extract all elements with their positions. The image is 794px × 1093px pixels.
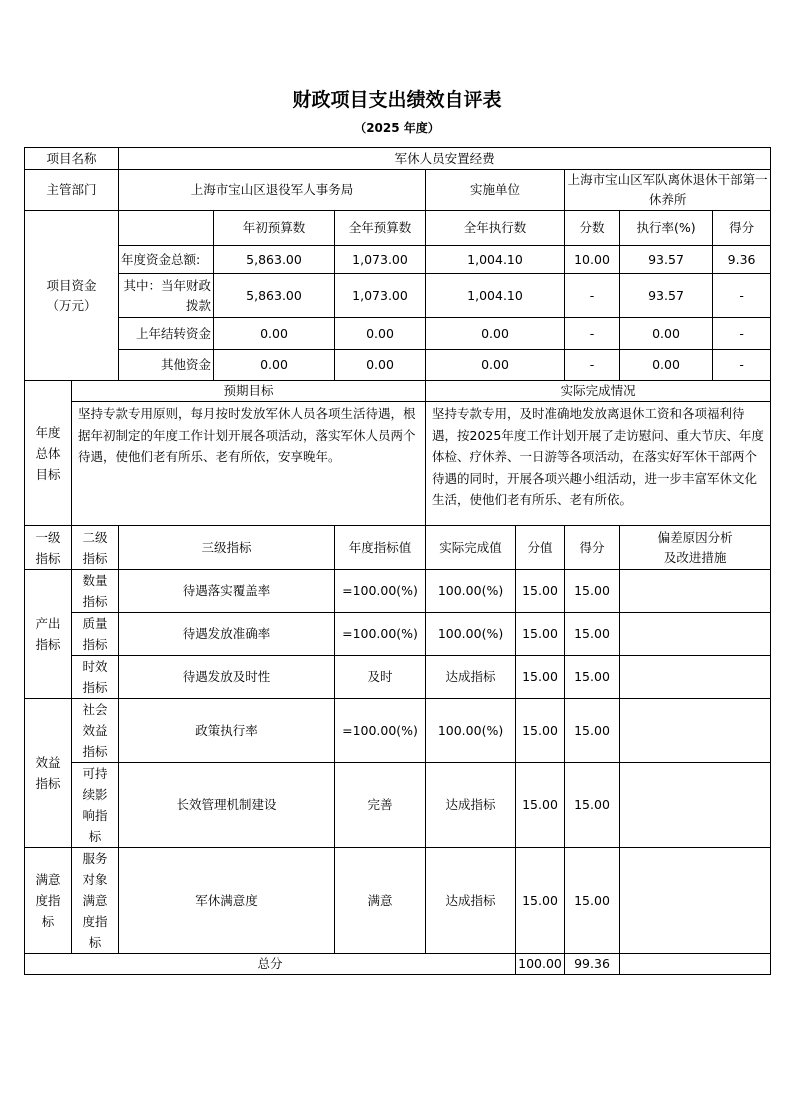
funds-row-label: 其他资金	[119, 350, 214, 381]
dept-value: 上海市宝山区退役军人事务局	[119, 170, 426, 211]
funds-row-label: 其中：当年财政拨款	[119, 274, 214, 318]
target-cell: =100.00(%)	[335, 570, 426, 613]
funds-row	[25, 274, 771, 318]
actual-cell: 100.00(%)	[426, 699, 516, 763]
level2-cell: 社会 效益 指标	[72, 699, 119, 763]
funds-cell: 0.00	[335, 350, 426, 381]
total-weight: 100.00	[516, 954, 565, 975]
funds-label: 项目资金 （万元）	[25, 211, 119, 381]
deviation-header: 偏差原因分析 及改进措施	[620, 526, 771, 570]
actual-goal-text: 坚持专款专用，及时准确地发放离退休工资和各项福利待遇，按2025年度工作计划开展了走访慰问、重大节庆、年度体检、疗休养、一日游等各项活动，在落实好军休干部两个待遇的同时，开展各项兴趣小组活动，进一步丰富军休文化生活，使他们老有所乐、老有所依。	[426, 402, 771, 526]
level3-cell: 待遇发放及时性	[119, 656, 335, 699]
score-cell: 15.00	[565, 763, 620, 848]
target-cell: =100.00(%)	[335, 699, 426, 763]
weight-cell: 15.00	[516, 613, 565, 656]
indicator-row	[25, 570, 771, 613]
actual-goal-header: 实际完成情况	[426, 381, 771, 402]
level3-cell: 长效管理机制建设	[119, 763, 335, 848]
level2-header: 二级 指标	[72, 526, 119, 570]
unit-label: 实施单位	[426, 170, 565, 211]
funds-header: 年初预算数	[214, 211, 335, 246]
funds-cell: 10.00	[565, 246, 620, 274]
funds-header: 全年预算数	[335, 211, 426, 246]
deviation-cell	[620, 848, 771, 954]
weight-cell: 15.00	[516, 656, 565, 699]
target-header: 年度指标值	[335, 526, 426, 570]
deviation-cell	[620, 570, 771, 613]
indicator-row	[25, 848, 771, 954]
score-cell: 15.00	[565, 570, 620, 613]
goals-text-row	[25, 402, 771, 526]
level3-header: 三级指标	[119, 526, 335, 570]
level2-cell: 数量 指标	[72, 570, 119, 613]
funds-row	[25, 350, 771, 381]
actual-header: 实际完成值	[426, 526, 516, 570]
funds-row-label: 上年结转资金	[119, 318, 214, 350]
deviation-cell	[620, 699, 771, 763]
actual-cell: 达成指标	[426, 848, 516, 954]
level2-cell: 可持 续影 响指 标	[72, 763, 119, 848]
level2-cell: 质量 指标	[72, 613, 119, 656]
indicator-header-row	[25, 526, 771, 570]
level2-cell: 服务 对象 满意 度指 标	[72, 848, 119, 954]
project-name-row	[25, 148, 771, 170]
funds-cell: 0.00	[426, 318, 565, 350]
weight-header: 分值	[516, 526, 565, 570]
funds-cell: -	[713, 274, 771, 318]
expected-goal-text: 坚持专款专用原则，每月按时发放军休人员各项生活待遇，根据年初制定的年度工作计划开展各项活动，落实军休人员两个待遇，使他们老有所乐、老有所依，安享晚年。	[72, 402, 426, 526]
funds-cell: 0.00	[214, 318, 335, 350]
funds-cell: -	[565, 318, 620, 350]
target-cell: =100.00(%)	[335, 613, 426, 656]
funds-cell: 0.00	[335, 318, 426, 350]
funds-cell: 1,073.00	[335, 246, 426, 274]
target-cell: 完善	[335, 763, 426, 848]
funds-row	[25, 246, 771, 274]
funds-header: 分数	[565, 211, 620, 246]
weight-cell: 15.00	[516, 570, 565, 613]
expected-goal-header: 预期目标	[72, 381, 426, 402]
score-cell: 15.00	[565, 613, 620, 656]
funds-header: 执行率(%)	[620, 211, 713, 246]
level1-satisfaction: 满意 度指 标	[25, 848, 72, 954]
indicator-row	[25, 656, 771, 699]
level2-cell: 时效 指标	[72, 656, 119, 699]
funds-header: 全年执行数	[426, 211, 565, 246]
score-cell: 15.00	[565, 699, 620, 763]
deviation-cell	[620, 613, 771, 656]
funds-cell: -	[713, 350, 771, 381]
weight-cell: 15.00	[516, 848, 565, 954]
page-subtitle: （2025 年度）	[354, 121, 440, 135]
total-blank	[620, 954, 771, 975]
funds-cell: 5,863.00	[214, 246, 335, 274]
funds-row	[25, 318, 771, 350]
indicator-row	[25, 763, 771, 848]
score-cell: 15.00	[565, 656, 620, 699]
page-title: 财政项目支出绩效自评表	[292, 89, 502, 111]
funds-cell: 0.00	[426, 350, 565, 381]
funds-cell: 5,863.00	[214, 274, 335, 318]
funds-cell: 93.57	[620, 246, 713, 274]
weight-cell: 15.00	[516, 699, 565, 763]
total-score: 99.36	[565, 954, 620, 975]
unit-value: 上海市宝山区军队离休退休干部第一休养所	[565, 170, 771, 211]
funds-row-label: 年度资金总额:	[119, 246, 214, 274]
funds-cell: 9.36	[713, 246, 771, 274]
actual-cell: 100.00(%)	[426, 613, 516, 656]
total-row	[25, 954, 771, 975]
actual-cell: 达成指标	[426, 763, 516, 848]
target-cell: 及时	[335, 656, 426, 699]
funds-cell: 0.00	[620, 350, 713, 381]
funds-cell: 93.57	[620, 274, 713, 318]
funds-cell: 1,004.10	[426, 246, 565, 274]
total-label: 总分	[25, 954, 516, 975]
level1-header: 一级 指标	[25, 526, 72, 570]
department-row	[25, 170, 771, 211]
goals-label: 年度 总体 目标	[25, 381, 72, 526]
score-cell: 15.00	[565, 848, 620, 954]
dept-label: 主管部门	[25, 170, 119, 211]
weight-cell: 15.00	[516, 763, 565, 848]
funds-cell: 1,004.10	[426, 274, 565, 318]
goals-header-row	[25, 381, 771, 402]
indicator-row	[25, 613, 771, 656]
funds-cell: 0.00	[620, 318, 713, 350]
funds-cell: -	[565, 274, 620, 318]
level3-cell: 政策执行率	[119, 699, 335, 763]
actual-cell: 达成指标	[426, 656, 516, 699]
funds-header-row	[25, 211, 771, 246]
deviation-cell	[620, 763, 771, 848]
indicator-row	[25, 699, 771, 763]
project-name-value: 军休人员安置经费	[119, 148, 771, 170]
funds-cell: -	[713, 318, 771, 350]
level3-cell: 军休满意度	[119, 848, 335, 954]
funds-cell: -	[565, 350, 620, 381]
funds-header-blank	[119, 211, 214, 246]
deviation-cell	[620, 656, 771, 699]
level3-cell: 待遇发放准确率	[119, 613, 335, 656]
level1-output: 产出 指标	[25, 570, 72, 699]
level1-benefit: 效益 指标	[25, 699, 72, 848]
level3-cell: 待遇落实覆盖率	[119, 570, 335, 613]
evaluation-table	[24, 147, 771, 975]
target-cell: 满意	[335, 848, 426, 954]
funds-cell: 0.00	[214, 350, 335, 381]
project-name-label: 项目名称	[25, 148, 119, 170]
score-header: 得分	[565, 526, 620, 570]
actual-cell: 100.00(%)	[426, 570, 516, 613]
funds-header: 得分	[713, 211, 771, 246]
funds-cell: 1,073.00	[335, 274, 426, 318]
